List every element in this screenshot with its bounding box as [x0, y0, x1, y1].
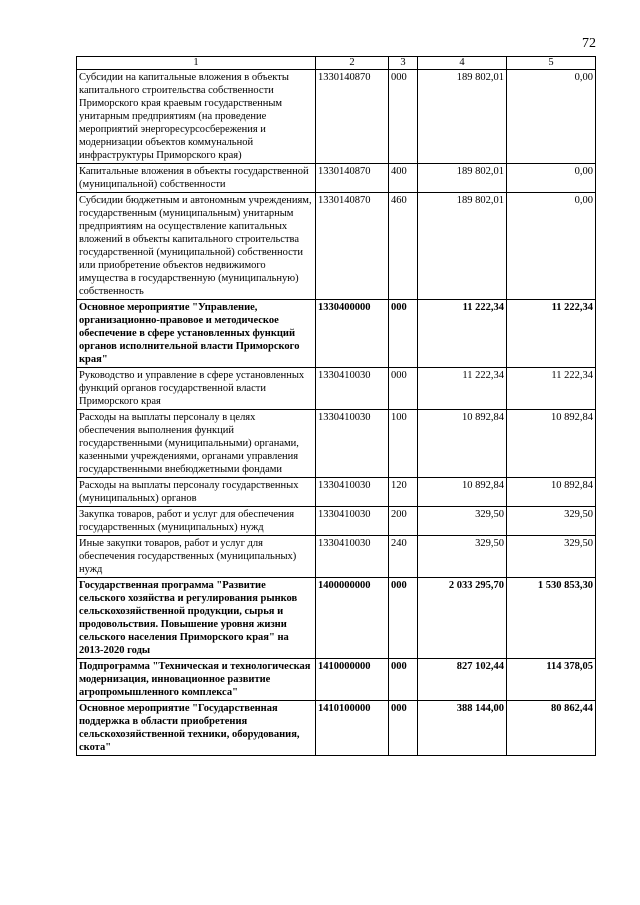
- row-type-cell: 460: [389, 193, 418, 300]
- row-code-cell: 1330140870: [316, 164, 389, 193]
- row-value-col5: 11 222,34: [507, 368, 596, 410]
- table-row: [77, 507, 596, 536]
- row-value-col4: 11 222,34: [418, 368, 507, 410]
- row-type-cell: 000: [389, 659, 418, 701]
- row-name-cell: Субсидии бюджетным и автономным учреждениям, государственным (муниципальным) унитарным предприятиям на осуществление капитальных вложений в объекты капитального строительства государственной (муниципальной) собственности или приобретение объектов недвижимого имущества в государственную (муниципальную) собственность: [77, 193, 316, 300]
- table-row: [77, 300, 596, 368]
- table-row: [77, 478, 596, 507]
- row-type-cell: 100: [389, 410, 418, 478]
- row-code-cell: 1330410030: [316, 478, 389, 507]
- row-code-cell: 1410000000: [316, 659, 389, 701]
- table-body: [77, 70, 596, 756]
- table-header: [77, 57, 596, 70]
- row-value-col4: 827 102,44: [418, 659, 507, 701]
- row-value-col5: 10 892,84: [507, 478, 596, 507]
- row-value-col5: 0,00: [507, 164, 596, 193]
- table-row: [77, 578, 596, 659]
- row-code-cell: 1330410030: [316, 410, 389, 478]
- page-number: 72: [582, 36, 596, 51]
- row-value-col5: 80 862,44: [507, 701, 596, 756]
- row-code-cell: 1330400000: [316, 300, 389, 368]
- table-row: [77, 701, 596, 756]
- table-row: [77, 536, 596, 578]
- header-row: [77, 57, 596, 70]
- header-col-2: 2: [316, 57, 389, 70]
- row-code-cell: 1330140870: [316, 70, 389, 164]
- row-type-cell: 000: [389, 578, 418, 659]
- row-value-col4: 2 033 295,70: [418, 578, 507, 659]
- row-name-cell: Основное мероприятие "Управление, организационно-правовое и методическое обеспечение в сфере установленных функций органов исполнительной власти Приморского края": [77, 300, 316, 368]
- row-name-cell: Подпрограмма "Техническая и технологическая модернизация, инновационное развитие агропромышленного комплекса": [77, 659, 316, 701]
- row-value-col4: 189 802,01: [418, 193, 507, 300]
- row-value-col4: 388 144,00: [418, 701, 507, 756]
- row-type-cell: 240: [389, 536, 418, 578]
- table-row: [77, 659, 596, 701]
- row-name-cell: Основное мероприятие "Государственная поддержка в области приобретения сельскохозяйственной техники, оборудования, скота": [77, 701, 316, 756]
- table-row: [77, 410, 596, 478]
- table-row: [77, 368, 596, 410]
- table-row: [77, 193, 596, 300]
- header-col-1: 1: [77, 57, 316, 70]
- row-name-cell: Государственная программа "Развитие сельского хозяйства и регулирования рынков сельскохозяйственной продукции, сырья и продовольствия. Повышение уровня жизни сельского населения Приморского края" на 2013-2020 годы: [77, 578, 316, 659]
- row-type-cell: 400: [389, 164, 418, 193]
- row-value-col4: 329,50: [418, 536, 507, 578]
- row-type-cell: 200: [389, 507, 418, 536]
- table-row: [77, 70, 596, 164]
- row-name-cell: Капитальные вложения в объекты государственной (муниципальной) собственности: [77, 164, 316, 193]
- table-row: [77, 164, 596, 193]
- row-value-col4: 10 892,84: [418, 478, 507, 507]
- row-name-cell: Расходы на выплаты персоналу государственных (муниципальных) органов: [77, 478, 316, 507]
- row-value-col4: 189 802,01: [418, 70, 507, 164]
- row-name-cell: Закупка товаров, работ и услуг для обеспечения государственных (муниципальных) нужд: [77, 507, 316, 536]
- row-value-col5: 0,00: [507, 193, 596, 300]
- row-value-col5: 329,50: [507, 536, 596, 578]
- row-code-cell: 1330410030: [316, 536, 389, 578]
- row-value-col4: 189 802,01: [418, 164, 507, 193]
- row-value-col5: 1 530 853,30: [507, 578, 596, 659]
- row-type-cell: 000: [389, 701, 418, 756]
- row-value-col4: 10 892,84: [418, 410, 507, 478]
- row-name-cell: Расходы на выплаты персоналу в целях обеспечения выполнения функций государственными (муниципальными) органами, казенными учреждениями, органами управления государственными внебюджетными фондами: [77, 410, 316, 478]
- header-col-5: 5: [507, 57, 596, 70]
- row-code-cell: 1400000000: [316, 578, 389, 659]
- header-col-4: 4: [418, 57, 507, 70]
- row-name-cell: Субсидии на капитальные вложения в объекты капитального строительства собственности Приморского края краевым государственным унитарным предприятиям (на проведение мероприятий энергоресурсосбережения и модернизации объектов коммунальной инфраструктуры Приморского края): [77, 70, 316, 164]
- row-name-cell: Руководство и управление в сфере установленных функций органов государственной власти Приморского края: [77, 368, 316, 410]
- row-value-col5: 0,00: [507, 70, 596, 164]
- row-type-cell: 000: [389, 70, 418, 164]
- row-value-col5: 11 222,34: [507, 300, 596, 368]
- budget-table: [76, 56, 596, 756]
- row-value-col4: 329,50: [418, 507, 507, 536]
- row-code-cell: 1330410030: [316, 368, 389, 410]
- row-type-cell: 000: [389, 368, 418, 410]
- row-value-col4: 11 222,34: [418, 300, 507, 368]
- row-name-cell: Иные закупки товаров, работ и услуг для обеспечения государственных (муниципальных) нужд: [77, 536, 316, 578]
- row-value-col5: 329,50: [507, 507, 596, 536]
- header-col-3: 3: [389, 57, 418, 70]
- row-type-cell: 120: [389, 478, 418, 507]
- row-code-cell: 1330140870: [316, 193, 389, 300]
- row-value-col5: 10 892,84: [507, 410, 596, 478]
- row-type-cell: 000: [389, 300, 418, 368]
- row-code-cell: 1410100000: [316, 701, 389, 756]
- row-code-cell: 1330410030: [316, 507, 389, 536]
- row-value-col5: 114 378,05: [507, 659, 596, 701]
